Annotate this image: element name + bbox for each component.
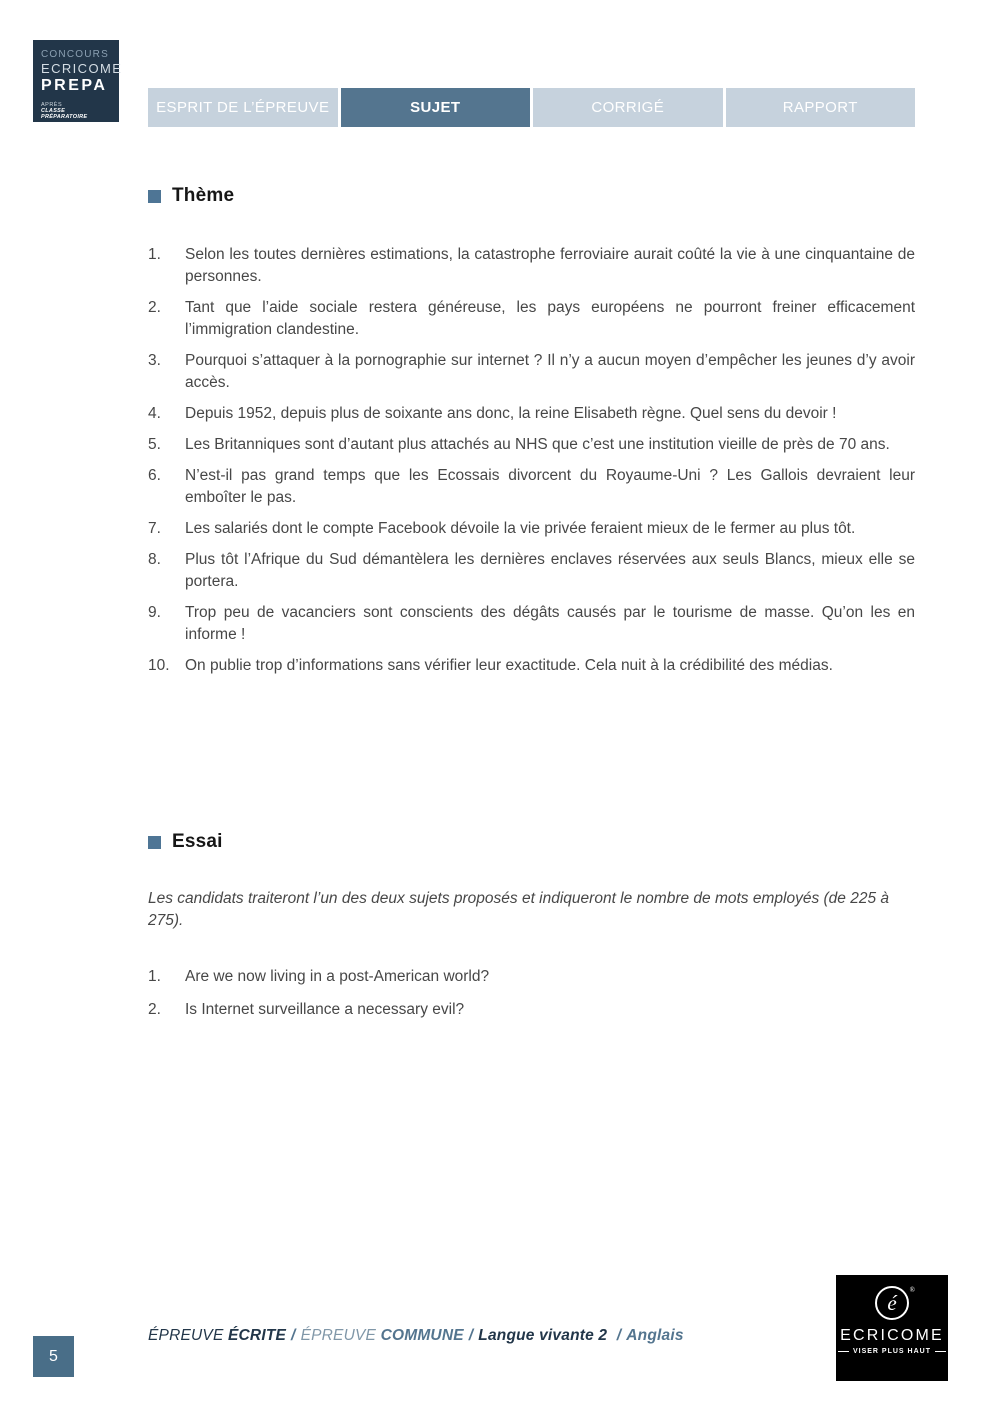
footer-epreuve-label: ÉPREUVE	[148, 1327, 228, 1344]
theme-item	[148, 602, 915, 646]
essai-item	[148, 966, 915, 988]
logo-prepa-text: PREPA	[41, 77, 108, 94]
item-number: 1.	[148, 968, 161, 985]
item-text: Pourquoi s’attaquer à la pornographie sur internet ? Il n’y a aucun moyen d’empêcher les jeunes d’y avoir accès.	[185, 352, 915, 391]
registered-mark: ®	[909, 1286, 915, 1294]
item-number: 6.	[148, 467, 161, 484]
essai-list	[148, 966, 915, 1032]
ecricome-brand-box	[836, 1275, 948, 1381]
square-bullet-icon	[148, 836, 161, 849]
theme-item	[148, 434, 915, 456]
tab-sujet[interactable]: SUJET	[341, 88, 531, 127]
item-number: 8.	[148, 551, 161, 568]
essai-instructions: Les candidats traiteront l’un des deux sujets proposés et indiqueront le nombre de mots employés (de 225 à 275).	[148, 890, 889, 930]
item-text: N’est-il pas grand temps que les Ecossais divorcent du Royaume-Uni ? Les Gallois devraient leur emboîter le pas.	[185, 467, 915, 506]
footer-anglais-label: Anglais	[626, 1327, 684, 1344]
brand-name: ECRICOME	[840, 1327, 944, 1344]
footer-separator: /	[468, 1327, 474, 1344]
tagline-rule-left	[838, 1351, 849, 1352]
theme-section-heading	[148, 185, 234, 207]
item-text: Les Britanniques sont d’autant plus attachés au NHS que c’est une institution vieille de près de 70 ans.	[185, 436, 890, 453]
logo-concours-text: CONCOURS	[41, 49, 109, 60]
item-number: 2.	[148, 299, 161, 316]
item-text: Depuis 1952, depuis plus de soixante ans donc, la reine Elisabeth règne. Quel sens du devoir !	[185, 405, 837, 422]
item-text: Is Internet surveillance a necessary evil?	[185, 1001, 465, 1018]
square-bullet-icon	[148, 190, 161, 203]
item-text: Les salariés dont le compte Facebook dévoile la vie privée feraient mieux de le fermer au plus tôt.	[185, 520, 856, 537]
item-number: 9.	[148, 604, 161, 621]
tab-corrige[interactable]: CORRIGÉ	[533, 88, 723, 127]
theme-item	[148, 549, 915, 593]
footer-commune-label: COMMUNE	[380, 1327, 464, 1344]
footer-breadcrumb	[148, 1327, 684, 1345]
theme-item	[148, 465, 915, 509]
item-number: 5.	[148, 436, 161, 453]
item-number: 7.	[148, 520, 161, 537]
footer-separator: /	[616, 1327, 622, 1344]
logo-ecricome-text: ECRICOME	[41, 61, 123, 76]
item-number: 1.	[148, 246, 161, 263]
logo-apres-text: APRÈS	[41, 102, 63, 108]
essai-section-heading	[148, 831, 223, 853]
item-number: 2.	[148, 1001, 161, 1018]
theme-list	[148, 244, 915, 686]
theme-item	[148, 297, 915, 341]
item-text: Selon les toutes dernières estimations, la catastrophe ferroviaire aurait coûté la vie à une cinquantaine de personnes.	[185, 246, 915, 285]
theme-item	[148, 244, 915, 288]
item-number: 4.	[148, 405, 161, 422]
item-text: Plus tôt l’Afrique du Sud démantèlera les dernières enclaves réservées aux seuls Blancs, mieux elle se portera.	[185, 551, 915, 590]
essai-item	[148, 999, 915, 1021]
item-text: Trop peu de vacanciers sont conscients des dégâts causés par le tourisme de masse. Qu’on les en informe !	[185, 604, 915, 643]
footer-ecrite-label: ÉCRITE	[228, 1327, 287, 1344]
brand-tagline	[838, 1348, 946, 1355]
footer-langue-label: Langue vivante 2	[478, 1327, 612, 1344]
page-number-badge: 5	[33, 1336, 74, 1377]
tab-rapport[interactable]: RAPPORT	[726, 88, 916, 127]
item-text: Tant que l’aide sociale restera généreuse, les pays européens ne pourront freiner efficacement l’immigration clandestine.	[185, 299, 915, 338]
item-number: 3.	[148, 352, 161, 369]
item-text: On publie trop d’informations sans vérifier leur exactitude. Cela nuit à la crédibilité des médias.	[185, 657, 833, 674]
brand-initial: é	[887, 1290, 897, 1315]
item-text: Are we now living in a post-American world?	[185, 968, 490, 985]
theme-item	[148, 518, 915, 540]
ecricome-circle-logo-icon	[875, 1286, 915, 1320]
theme-title: Thème	[172, 185, 235, 206]
tab-esprit-de-lepreuve[interactable]: ESPRIT DE L’ÉPREUVE	[148, 88, 338, 127]
theme-item	[148, 403, 915, 425]
tab-bar	[148, 88, 915, 127]
theme-item	[148, 350, 915, 394]
footer-separator: /	[291, 1327, 296, 1344]
item-number: 10.	[148, 657, 170, 674]
tagline-rule-right	[935, 1351, 946, 1352]
tagline-text: VISER PLUS HAUT	[852, 1348, 931, 1355]
essai-title: Essai	[172, 831, 223, 852]
theme-item	[148, 655, 915, 677]
ecricome-prepa-logo	[33, 40, 123, 122]
footer-epreuve2-label: ÉPREUVE	[300, 1327, 381, 1344]
logo-classe-text: CLASSE PRÉPARATOIRE	[41, 108, 88, 120]
